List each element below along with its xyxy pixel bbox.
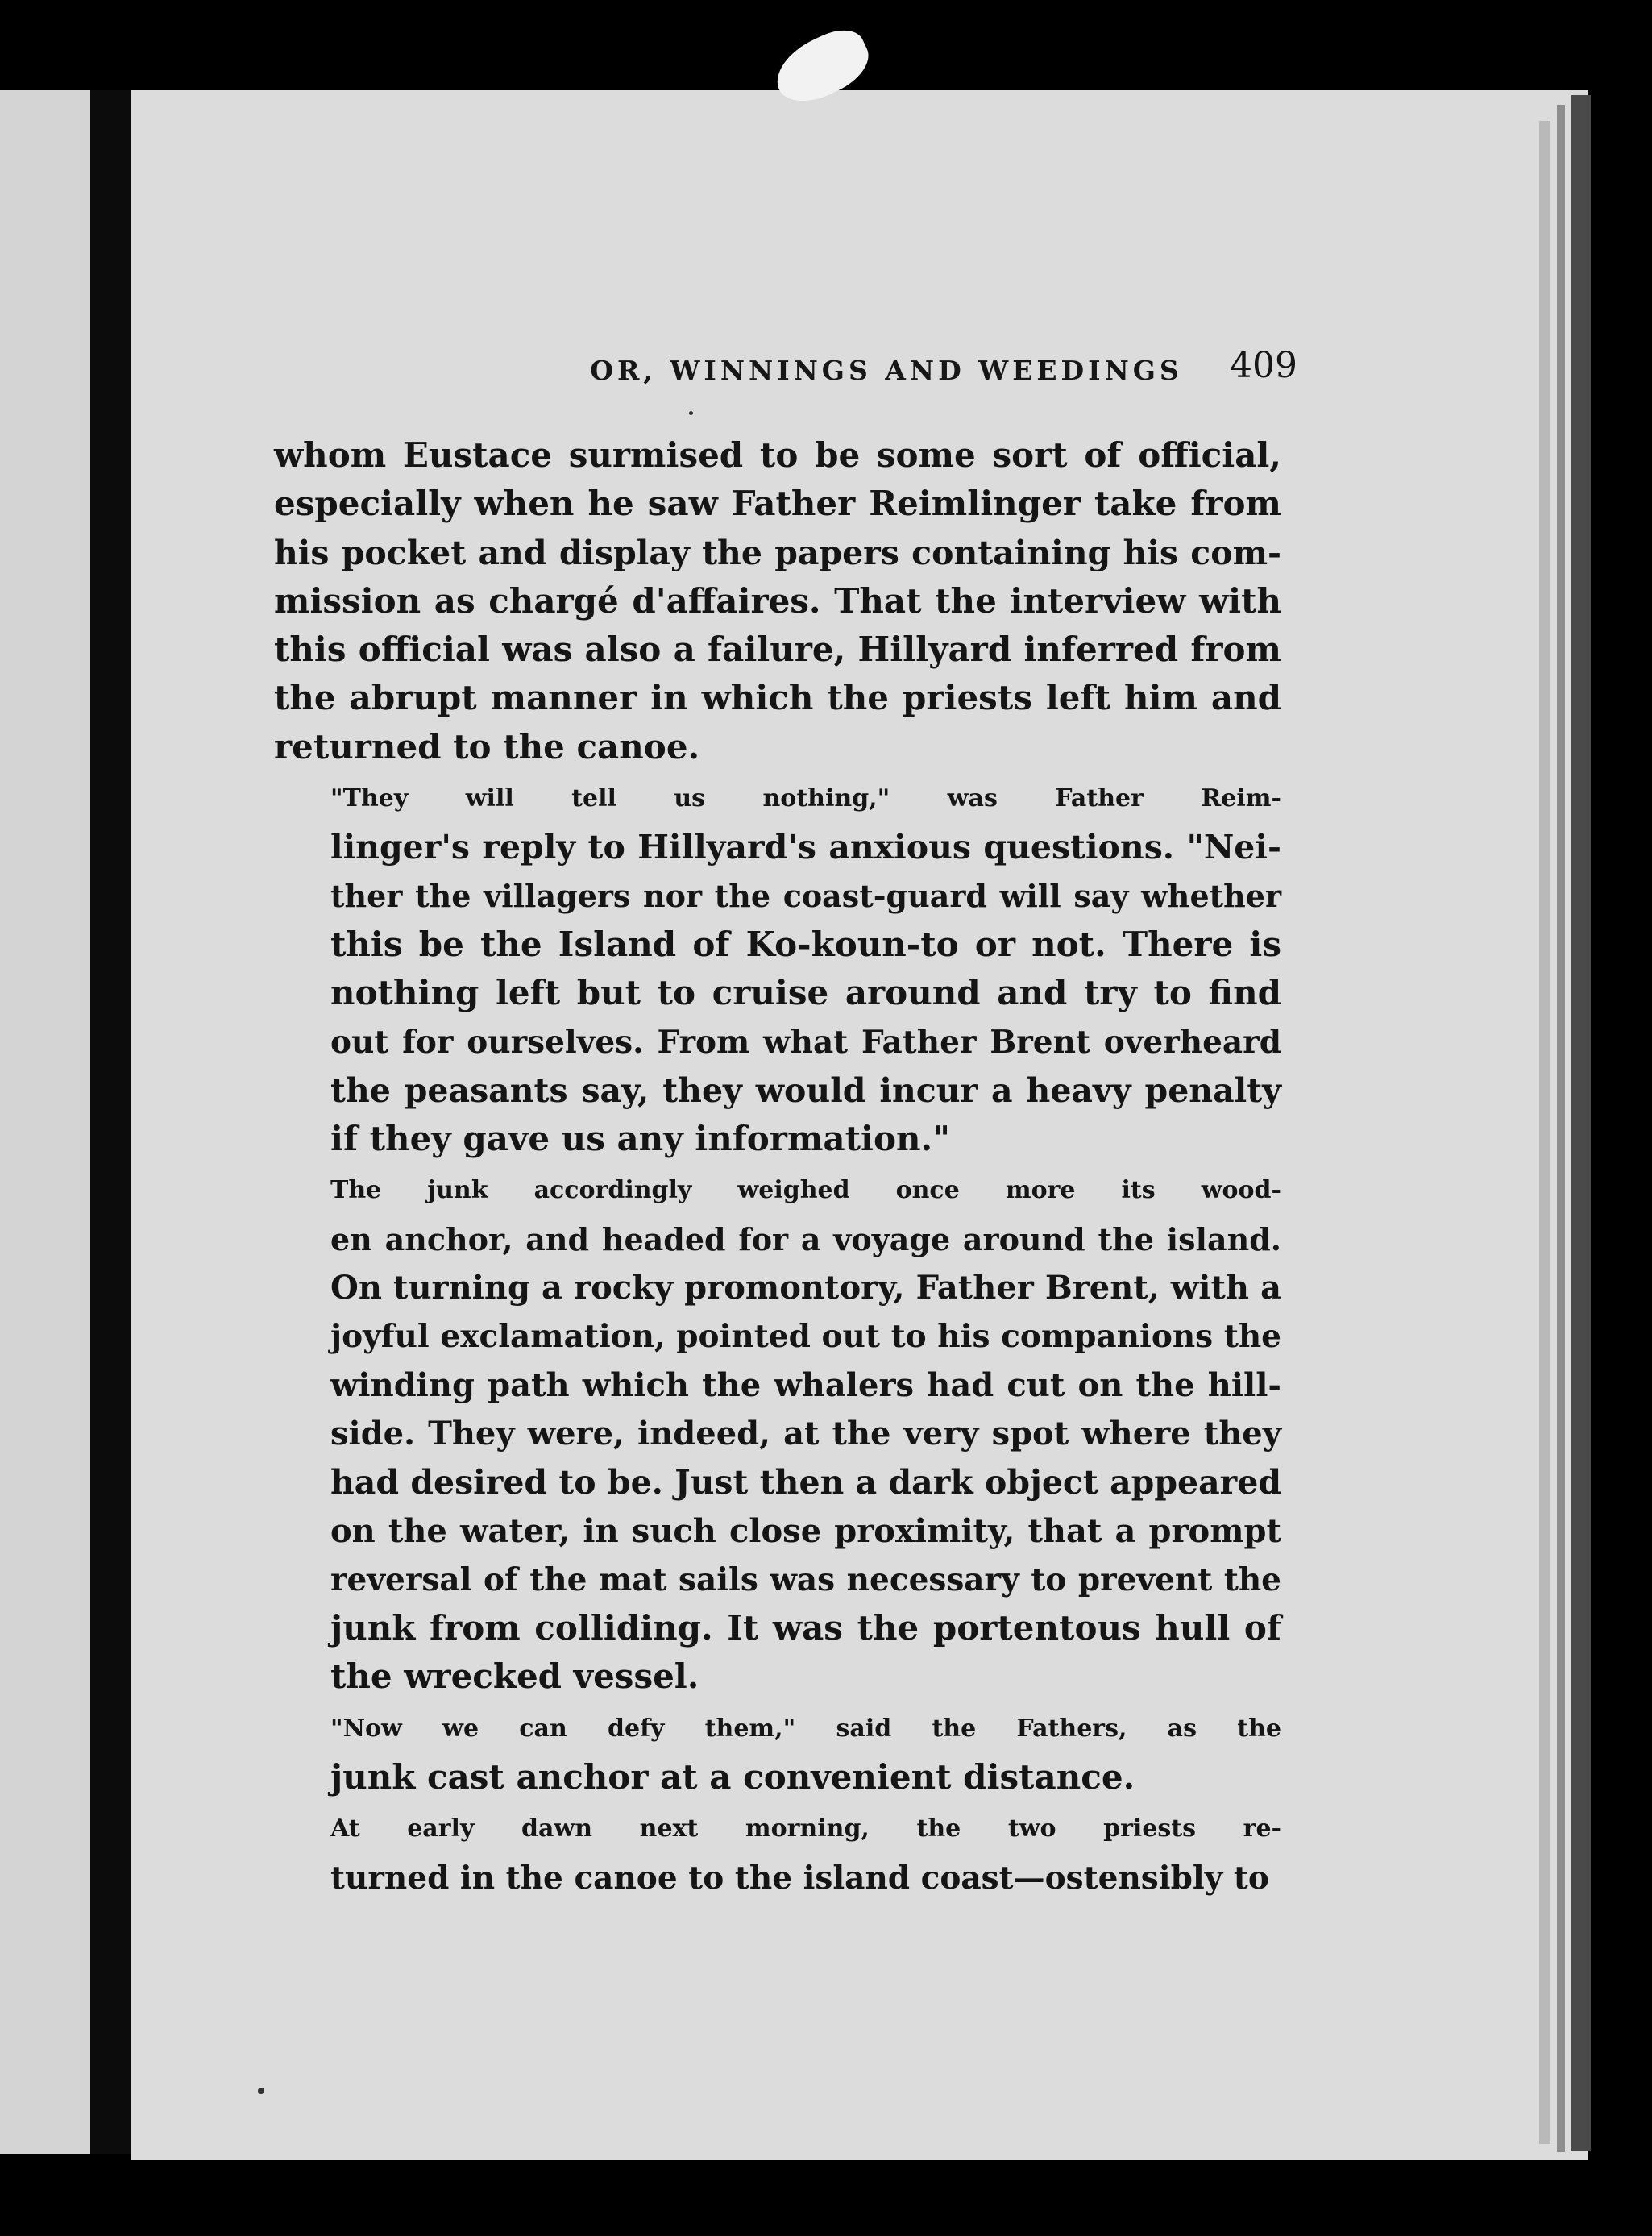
text-line: turned in the canoe to the island coast—ostensibly to [330,1859,1269,1897]
text-line: this be the Island of Ko-koun-to or not. There is [330,924,1281,964]
paragraph [274,775,1281,1163]
text-line: "They will tell us nothing," was Father Reim- [330,784,1281,813]
text-line: The junk accordingly weighed once more its wood- [330,1176,1281,1205]
scan-speck [689,411,693,415]
text-line: en anchor, and headed for a voyage around the island. [330,1220,1281,1257]
text-line: especially when he saw Father Reimlinger take from [274,484,1281,524]
running-head: OR, WINNINGS AND WEEDINGS [590,355,1183,386]
text-line: junk cast anchor at a convenient distance. [330,1757,1135,1798]
text-line: joyful exclamation, pointed out to his companions the [330,1318,1281,1356]
text-line: ther the villagers nor the coast-guard will say whether [330,877,1281,914]
book-gutter [90,90,131,2154]
body-text [274,431,1281,1902]
paragraph [274,1166,1281,1701]
facing-page-edge [0,90,90,2154]
text-line: if they gave us any information." [330,1119,951,1159]
text-line: "Now we can defy them," said the Fathers, as the [330,1714,1281,1743]
text-line: winding path which the whalers had cut on the hill- [330,1365,1281,1404]
text-line: the abrupt manner in which the priests left him and [274,678,1281,718]
text-line: side. They were, indeed, at the very spot where they [330,1414,1281,1453]
text-line: on the water, in such close proximity, that a prompt [330,1511,1281,1550]
text-line: At early dawn next morning, the two priests re- [330,1814,1281,1843]
text-line: junk from colliding. It was the portentous hull of [330,1608,1281,1648]
text-line: the peasants say, they would incur a heavy penalty [330,1070,1281,1110]
text-line: reversal of the mat sails was necessary to prevent the [330,1561,1281,1598]
paragraph [274,431,1281,771]
text-line: out for ourselves. From what Father Brent overheard [330,1023,1281,1061]
paragraph [274,1705,1281,1802]
text-line: linger's reply to Hillyard's anxious questions. "Nei- [330,828,1281,867]
text-line: returned to the canoe. [274,726,700,767]
text-line: his pocket and display the papers containing his com- [274,533,1281,572]
page-number: 409 [1230,345,1297,386]
book-cover-edge [1571,95,1591,2151]
text-line: the wrecked vessel. [330,1656,699,1697]
text-line: had desired to be. Just then a dark object appeared [330,1463,1282,1502]
text-line: On turning a rocky promontory, Father Brent, with a [330,1269,1281,1307]
page-stack-edge [1557,105,1565,2152]
scan-speck [258,2088,264,2094]
text-line: whom Eustace surmised to be some sort of official, [274,435,1281,475]
text-line: this official was also a failure, Hillyard inferred from [274,630,1281,670]
text-line: mission as chargé d'affaires. That the interview with [274,580,1281,621]
paragraph [274,1805,1281,1902]
text-line: nothing left but to cruise around and try to find [330,973,1281,1013]
page-stack-edge [1539,121,1550,2144]
